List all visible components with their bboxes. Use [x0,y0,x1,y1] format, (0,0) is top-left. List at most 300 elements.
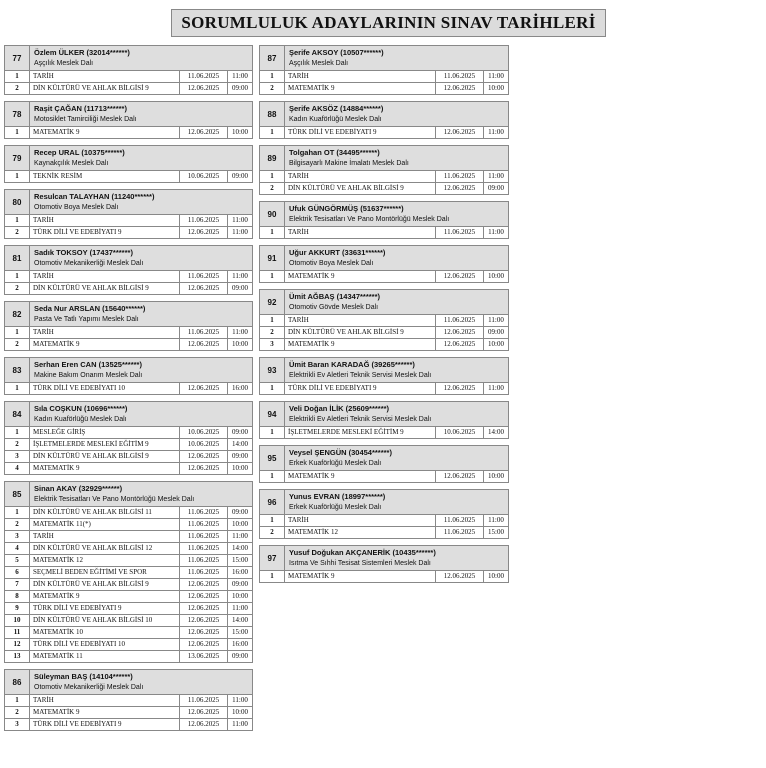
exam-date: 11.06.2025 [180,543,228,554]
exam-date: 11.06.2025 [180,567,228,578]
exam-row [259,527,509,539]
candidate-name: Ümit Baran KARADAĞ (39265******) [289,360,415,369]
exam-time: 11:00 [232,532,248,540]
exam-row [4,555,253,567]
exam-time: 16:00 [232,640,248,648]
candidate-info [30,402,252,426]
exam-subject: DİN KÜLTÜRÜ VE AHLAK BİLGİSİ 12 [30,543,180,554]
exam-time: 16:00 [232,568,248,576]
exam-subject: MATEMATİK 9 [30,707,180,718]
exam-date: 12.06.2025 [436,127,484,138]
exam-date: 10.06.2025 [180,427,228,438]
exam-row [4,463,253,475]
exam-row [4,383,253,395]
exam-time: 11:00 [488,128,504,136]
exam-date: 11.06.2025 [180,519,228,530]
candidate-name: Uğur AKKURT (33631******) [289,248,386,257]
exam-index: 2 [260,327,285,338]
exam-index: 3 [5,451,30,462]
exam-date: 12.06.2025 [436,571,484,582]
candidate-block [4,245,253,295]
exam-date: 12.06.2025 [180,339,228,350]
candidate-header [4,401,253,427]
candidate-department: Motosiklet Tamirciliği Meslek Dalı [34,116,137,123]
candidate-number: 89 [260,146,285,170]
exam-date: 13.06.2025 [180,651,228,662]
exam-row [259,171,509,183]
exam-row [4,543,253,555]
exam-time: 14:00 [232,440,248,448]
candidate-block [4,401,253,475]
exam-subject: TARİH [30,327,180,338]
exam-index: 2 [5,519,30,530]
exam-index: 1 [5,127,30,138]
exam-date: 11.06.2025 [436,315,484,326]
exam-subject: MATEMATİK 9 [30,339,180,350]
candidate-name: Sıla COŞKUN (10696******) [34,404,128,413]
exam-date: 12.06.2025 [180,719,228,730]
candidate-number: 84 [5,402,30,426]
exam-time: 11:00 [232,696,248,704]
exam-index: 7 [5,579,30,590]
candidate-info [285,102,508,126]
exam-time: 11:00 [232,272,248,280]
candidate-header [4,245,253,271]
exam-time: 09:00 [232,172,248,180]
exam-index: 1 [5,695,30,706]
exam-date: 12.06.2025 [180,639,228,650]
candidate-header [4,669,253,695]
candidate-name: Ümit AĞBAŞ (14347******) [289,292,381,301]
exam-row [4,627,253,639]
candidate-header [259,145,509,171]
right-column [259,45,509,589]
exam-date: 11.06.2025 [436,227,484,238]
candidate-name: Seda Nur ARSLAN (15640******) [34,304,146,313]
exam-date: 11.06.2025 [180,71,228,82]
exam-subject: TÜRK DİLİ VE EDEBİYATI 10 [30,383,180,394]
candidate-name: Tolgahan OT (34495******) [289,148,380,157]
exam-subject: TÜRK DİLİ VE EDEBİYATI 9 [285,127,436,138]
exam-subject: TARİH [285,515,436,526]
candidate-header [259,289,509,315]
candidate-info [285,146,508,170]
candidate-department: Erkek Kuaförlüğü Meslek Dalı [289,504,382,511]
exam-date: 12.06.2025 [436,471,484,482]
exam-index: 1 [260,383,285,394]
candidate-header [4,301,253,327]
exam-subject: TARİH [30,695,180,706]
exam-time: 10:00 [232,708,248,716]
exam-row [4,439,253,451]
exam-index: 3 [5,531,30,542]
exam-date: 12.06.2025 [180,227,228,238]
candidate-department: Kadın Kuaförlüğü Meslek Dalı [289,116,382,123]
exam-row [4,171,253,183]
candidate-header [259,445,509,471]
exam-index: 9 [5,603,30,614]
exam-time: 11:00 [232,216,248,224]
exam-index: 3 [5,719,30,730]
candidate-name: Serhan Eren CAN (13525******) [34,360,142,369]
candidate-department: Aşçılık Meslek Dalı [34,60,94,67]
exam-time: 15:00 [232,628,248,636]
exam-date: 11.06.2025 [180,327,228,338]
exam-date: 12.06.2025 [180,579,228,590]
candidate-name: Süleyman BAŞ (14104******) [34,672,133,681]
exam-index: 2 [260,183,285,194]
left-column [4,45,253,737]
exam-index: 11 [5,627,30,638]
candidate-info [30,102,252,126]
exam-date: 11.06.2025 [436,515,484,526]
candidate-department: Otomotiv Mekanikerliği Meslek Dalı [34,260,144,267]
exam-time: 10:00 [232,340,248,348]
exam-index: 1 [260,171,285,182]
exam-time: 16:00 [232,384,248,392]
exam-subject: MATEMATİK 9 [30,463,180,474]
exam-time: 15:00 [488,528,504,536]
exam-row [259,383,509,395]
exam-row [259,571,509,583]
exam-row [259,183,509,195]
exam-subject: MATEMATİK 9 [285,571,436,582]
exam-date: 12.06.2025 [436,339,484,350]
candidate-block [4,357,253,395]
exam-date: 11.06.2025 [180,271,228,282]
exam-row [259,427,509,439]
candidate-number: 82 [5,302,30,326]
candidate-department: Pasta Ve Tatlı Yapımı Meslek Dalı [34,316,139,323]
exam-row [4,283,253,295]
exam-index: 1 [5,171,30,182]
candidate-info [285,402,508,426]
exam-index: 1 [260,427,285,438]
exam-index: 1 [5,383,30,394]
exam-subject: TÜRK DİLİ VE EDEBİYATI 10 [30,639,180,650]
candidate-block [259,145,509,195]
exam-index: 12 [5,639,30,650]
candidate-department: Elektrikli Ev Aletleri Teknik Servisi Meslek Dalı [289,372,432,379]
exam-time: 11:00 [488,316,504,324]
exam-time: 09:00 [488,184,504,192]
exam-subject: MATEMATİK 12 [30,555,180,566]
exam-index: 1 [260,227,285,238]
exam-time: 14:00 [232,544,248,552]
exam-subject: MATEMATİK 9 [285,471,436,482]
exam-date: 11.06.2025 [436,71,484,82]
exam-time: 09:00 [232,452,248,460]
candidate-department: Otomotiv Boya Meslek Dalı [34,204,119,211]
exam-row [4,127,253,139]
candidate-info [30,146,252,170]
exam-index: 2 [5,227,30,238]
exam-time: 10:00 [488,472,504,480]
candidate-block [259,489,509,539]
candidate-block [4,669,253,731]
exam-row [4,567,253,579]
candidate-name: Özlem ÜLKER (32014******) [34,48,130,57]
exam-subject: MESLEĞE GİRİŞ [30,427,180,438]
exam-row [4,603,253,615]
candidate-number: 77 [5,46,30,70]
exam-time: 09:00 [232,652,248,660]
candidate-block [4,189,253,239]
candidate-block [259,201,509,239]
exam-row [259,327,509,339]
exam-date: 11.06.2025 [436,527,484,538]
candidate-department: Elektrik Tesisatları Ve Pano Montörlüğü Meslek Dalı [289,216,450,223]
exam-date: 12.06.2025 [180,283,228,294]
exam-row [4,651,253,663]
exam-time: 10:00 [232,128,248,136]
exam-subject: TÜRK DİLİ VE EDEBİYATI 9 [30,603,180,614]
exam-date: 12.06.2025 [436,327,484,338]
candidate-block [259,101,509,139]
candidate-info [285,246,508,270]
exam-date: 11.06.2025 [180,507,228,518]
candidate-name: Şerife AKSOY (10507******) [289,48,384,57]
candidate-department: Isıtma Ve Sıhhi Tesisat Sistemleri Meslek Dalı [289,560,431,567]
candidate-info [285,290,508,314]
exam-index: 1 [5,71,30,82]
exam-time: 09:00 [232,580,248,588]
exam-date: 12.06.2025 [180,127,228,138]
candidate-department: Otomotiv Mekanikerliği Meslek Dalı [34,684,144,691]
exam-subject: MATEMATİK 9 [285,339,436,350]
exam-row [4,271,253,283]
exam-time: 11:00 [232,720,248,728]
candidate-header [4,189,253,215]
exam-subject: MATEMATİK 9 [30,127,180,138]
exam-subject: MATEMATİK 11 [30,651,180,662]
exam-index: 1 [5,507,30,518]
exam-index: 2 [5,439,30,450]
exam-row [4,427,253,439]
exam-date: 11.06.2025 [180,531,228,542]
candidate-info [285,546,508,570]
exam-date: 12.06.2025 [180,451,228,462]
exam-row [4,507,253,519]
candidate-number: 88 [260,102,285,126]
exam-row [4,579,253,591]
candidate-info [285,202,508,226]
exam-time: 14:00 [232,616,248,624]
exam-row [4,215,253,227]
exam-index: 1 [260,315,285,326]
exam-index: 3 [260,339,285,350]
candidate-number: 85 [5,482,30,506]
exam-row [259,515,509,527]
candidate-name: Ufuk GÜNGÖRMÜŞ (51637******) [289,204,404,213]
exam-time: 10:00 [488,572,504,580]
exam-index: 4 [5,463,30,474]
exam-time: 09:00 [488,328,504,336]
exam-index: 1 [260,271,285,282]
candidate-header [259,101,509,127]
candidate-info [285,358,508,382]
exam-date: 12.06.2025 [180,83,228,94]
exam-time: 11:00 [232,604,248,612]
candidate-name: Sadık TOKSOY (17437******) [34,248,133,257]
exam-subject: DİN KÜLTÜRÜ VE AHLAK BİLGİSİ 9 [285,183,436,194]
exam-row [4,71,253,83]
candidate-number: 80 [5,190,30,214]
exam-index: 2 [260,83,285,94]
exam-date: 12.06.2025 [436,183,484,194]
candidate-number: 87 [260,46,285,70]
candidate-header [259,245,509,271]
exam-row [259,271,509,283]
candidate-header [4,101,253,127]
candidate-header [259,489,509,515]
exam-row [4,227,253,239]
exam-subject: MATEMATİK 12 [285,527,436,538]
exam-subject: TÜRK DİLİ VE EDEBİYATI 9 [285,383,436,394]
exam-date: 12.06.2025 [436,83,484,94]
exam-time: 10:00 [232,592,248,600]
exam-row [4,639,253,651]
candidate-block [4,145,253,183]
exam-row [4,615,253,627]
exam-time: 11:00 [232,328,248,336]
candidate-block [259,289,509,351]
candidate-block [259,401,509,439]
exam-time: 09:00 [232,428,248,436]
exam-index: 2 [5,283,30,294]
exam-index: 1 [260,127,285,138]
exam-row [259,227,509,239]
candidate-department: Erkek Kuaförlüğü Meslek Dalı [289,460,382,467]
exam-subject: MATEMATİK 9 [285,271,436,282]
candidate-block [259,545,509,583]
candidate-number: 86 [5,670,30,694]
exam-index: 1 [260,471,285,482]
exam-subject: TARİH [30,531,180,542]
candidate-number: 79 [5,146,30,170]
exam-subject: TÜRK DİLİ VE EDEBİYATI 9 [30,227,180,238]
candidate-name: Sinan AKAY (32929******) [34,484,123,493]
exam-time: 09:00 [232,508,248,516]
exam-index: 4 [5,543,30,554]
candidate-name: Resulcan TALAYHAN (11240******) [34,192,155,201]
candidate-name: Veysel ŞENGÜN (30454******) [289,448,392,457]
exam-row [259,471,509,483]
exam-subject: TARİH [285,71,436,82]
exam-time: 10:00 [232,464,248,472]
exam-subject: TARİH [285,171,436,182]
exam-subject: DİN KÜLTÜRÜ VE AHLAK BİLGİSİ 9 [285,327,436,338]
exam-subject: MATEMATİK 9 [285,83,436,94]
candidate-info [30,246,252,270]
candidate-header [4,481,253,507]
exam-time: 11:00 [232,72,248,80]
candidate-number: 91 [260,246,285,270]
candidate-department: Elektrik Tesisatları Ve Pano Montörlüğü Meslek Dalı [34,496,195,503]
exam-date: 12.06.2025 [180,707,228,718]
exam-date: 10.06.2025 [436,427,484,438]
candidate-name: Recep URAL (10375******) [34,148,125,157]
exam-row [259,315,509,327]
exam-row [259,71,509,83]
exam-time: 14:00 [488,428,504,436]
exam-date: 10.06.2025 [180,171,228,182]
candidate-info [285,490,508,514]
candidate-block [259,445,509,483]
candidate-number: 81 [5,246,30,270]
exam-date: 12.06.2025 [436,271,484,282]
candidate-number: 97 [260,546,285,570]
exam-row [4,339,253,351]
candidate-info [30,46,252,70]
candidate-block [4,301,253,351]
exam-row [4,327,253,339]
candidate-name: Yunus EVRAN (18997******) [289,492,386,501]
candidate-block [4,481,253,663]
exam-subject: TARİH [285,227,436,238]
candidate-number: 93 [260,358,285,382]
exam-date: 12.06.2025 [436,383,484,394]
candidate-name: Şerife AKSÖZ (14884******) [289,104,384,113]
exam-row [4,531,253,543]
exam-date: 12.06.2025 [180,627,228,638]
candidate-number: 94 [260,402,285,426]
exam-subject: DİN KÜLTÜRÜ VE AHLAK BİLGİSİ 9 [30,283,180,294]
candidate-name: Veli Doğan İLİK (25609******) [289,404,390,413]
candidate-department: Kaynakçılık Meslek Dalı [34,160,109,167]
exam-subject: DİN KÜLTÜRÜ VE AHLAK BİLGİSİ 9 [30,451,180,462]
exam-time: 11:00 [488,384,504,392]
candidate-header [259,45,509,71]
exam-index: 6 [5,567,30,578]
candidate-number: 92 [260,290,285,314]
exam-date: 10.06.2025 [180,439,228,450]
candidate-header [4,45,253,71]
exam-index: 1 [5,271,30,282]
candidate-info [30,670,252,694]
candidate-header [4,357,253,383]
exam-index: 2 [5,339,30,350]
exam-time: 11:00 [488,72,504,80]
candidate-block [259,357,509,395]
exam-index: 1 [5,215,30,226]
candidate-department: Bilgisayarlı Makine İmalatı Meslek Dalı [289,160,409,167]
exam-time: 09:00 [232,84,248,92]
exam-index: 2 [5,707,30,718]
candidate-block [259,45,509,95]
exam-date: 12.06.2025 [180,463,228,474]
exam-subject: DİN KÜLTÜRÜ VE AHLAK BİLGİSİ 11 [30,507,180,518]
exam-date: 12.06.2025 [180,603,228,614]
exam-subject: DİN KÜLTÜRÜ VE AHLAK BİLGİSİ 9 [30,83,180,94]
exam-row [259,339,509,351]
exam-subject: DİN KÜLTÜRÜ VE AHLAK BİLGİSİ 9 [30,579,180,590]
candidate-number: 90 [260,202,285,226]
exam-date: 11.06.2025 [436,171,484,182]
exam-time: 10:00 [232,520,248,528]
exam-subject: SEÇMELİ BEDEN EĞİTİMİ VE SPOR [30,567,180,578]
exam-date: 12.06.2025 [180,383,228,394]
candidate-department: Elektrikli Ev Aletleri Teknik Servisi Meslek Dalı [289,416,432,423]
exam-date: 12.06.2025 [180,591,228,602]
candidate-department: Otomotiv Boya Meslek Dalı [289,260,374,267]
exam-subject: TÜRK DİLİ VE EDEBİYATI 9 [30,719,180,730]
exam-subject: TARİH [30,271,180,282]
candidate-department: Otomotiv Gövde Meslek Dalı [289,304,379,311]
exam-subject: TEKNİK RESİM [30,171,180,182]
exam-index: 10 [5,615,30,626]
exam-time: 10:00 [488,84,504,92]
